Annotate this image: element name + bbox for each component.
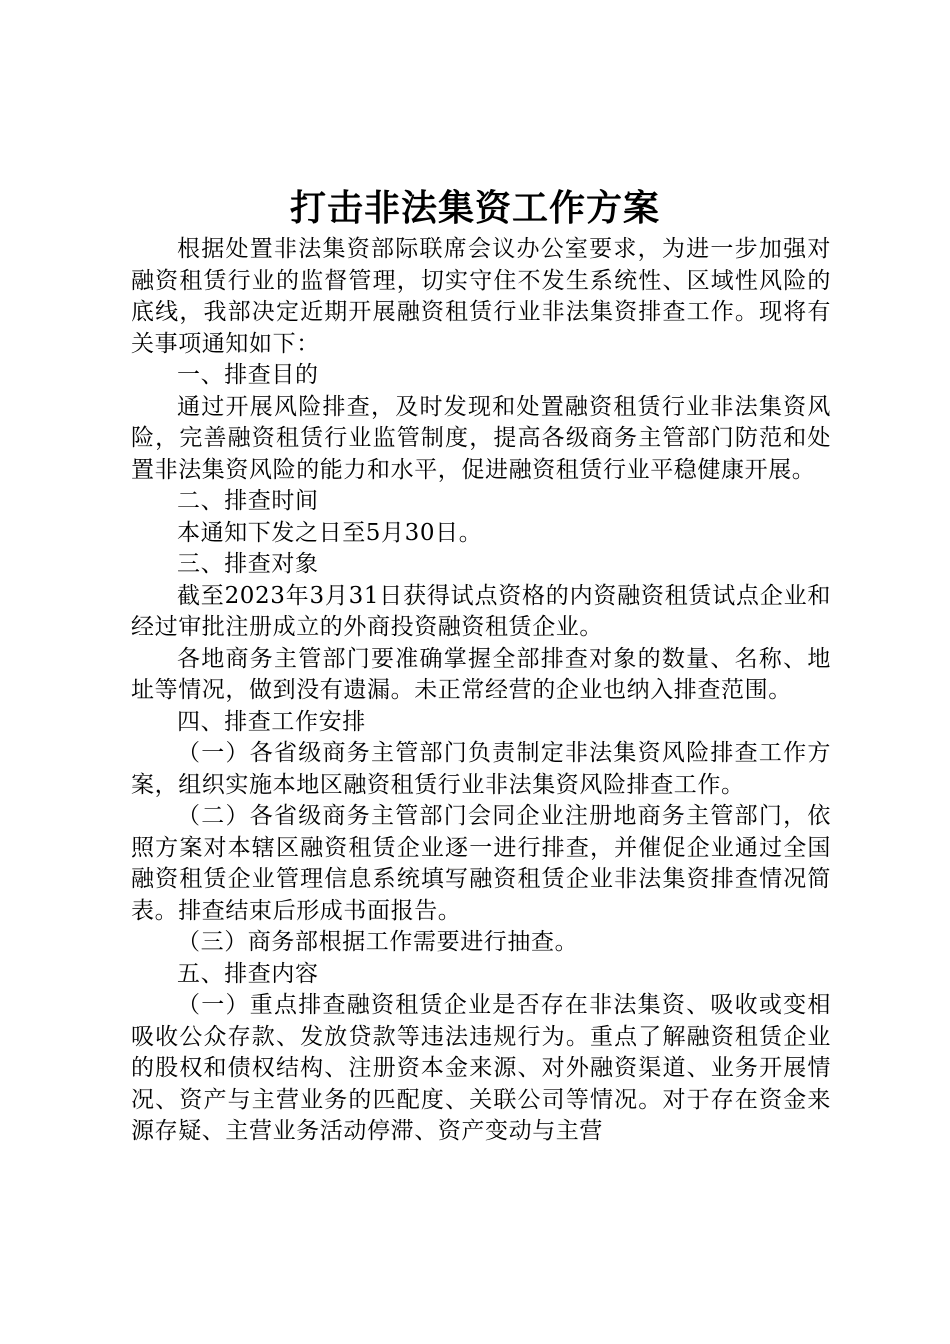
document-title: 打击非法集资工作方案: [289, 188, 660, 229]
paragraph-arrangement-1: （一）各省级商务主管部门负责制定非法集资风险排查工作方案，组织实施本地区融资租赁行业非法集资风险排查工作。: [131, 740, 831, 798]
paragraph-targets-detail: 各地商务主管部门要准确掌握全部排查对象的数量、名称、地址等情况，做到没有遗漏。未正常经营的企业也纳入排查范围。: [131, 645, 831, 703]
paragraph-arrangement-2: （二）各省级商务主管部门会同企业注册地商务主管部门，依照方案对本辖区融资租赁企业逐一进行排查，并催促企业通过全国融资租赁企业管理信息系统填写融资租赁企业非法集资排查情况简表。排查结束后形成书面报告。: [131, 803, 831, 924]
section-heading-purpose: 一、排查目的: [177, 362, 319, 388]
section-heading-targets: 三、排查对象: [177, 551, 319, 577]
paragraph-intro: 根据处置非法集资部际联席会议办公室要求，为进一步加强对融资租赁行业的监督管理，切实守住不发生系统性、区域性风险的底线，我部决定近期开展融资租赁行业非法集资排查工作。现将有关事项通知如下：: [131, 236, 831, 357]
section-heading-content: 五、排查内容: [177, 960, 319, 987]
paragraph-targets: 截至2023年3月31日获得试点资格的内资融资租赁试点企业和经过审批注册成立的外商投资融资租赁企业。: [131, 582, 831, 640]
paragraph-time: 本通知下发之日至5月30日。: [177, 519, 483, 546]
paragraph-purpose: 通过开展风险排查，及时发现和处置融资租赁行业非法集资风险，完善融资租赁行业监管制度，提高各级商务主管部门防范和处置非法集资风险的能力和水平，促进融资租赁行业平稳健康开展。: [131, 393, 831, 483]
paragraph-arrangement-3: （三）商务部根据工作需要进行抽查。: [177, 929, 579, 955]
document-body: [131, 234, 831, 1148]
section-heading-arrangement: 四、排查工作安排: [177, 708, 366, 735]
section-heading-time: 二、排查时间: [177, 488, 319, 514]
paragraph-content-1: （一）重点排查融资租赁企业是否存在非法集资、吸收或变相吸收公众存款、发放贷款等违法违规行为。重点了解融资租赁企业的股权和债权结构、注册资本金来源、对外融资渠道、业务开展情况、资产与主营业务的匹配度、关联公司等情况。对于存在资金来源存疑、主营业务活动停滞、资产变动与主营: [131, 992, 831, 1144]
